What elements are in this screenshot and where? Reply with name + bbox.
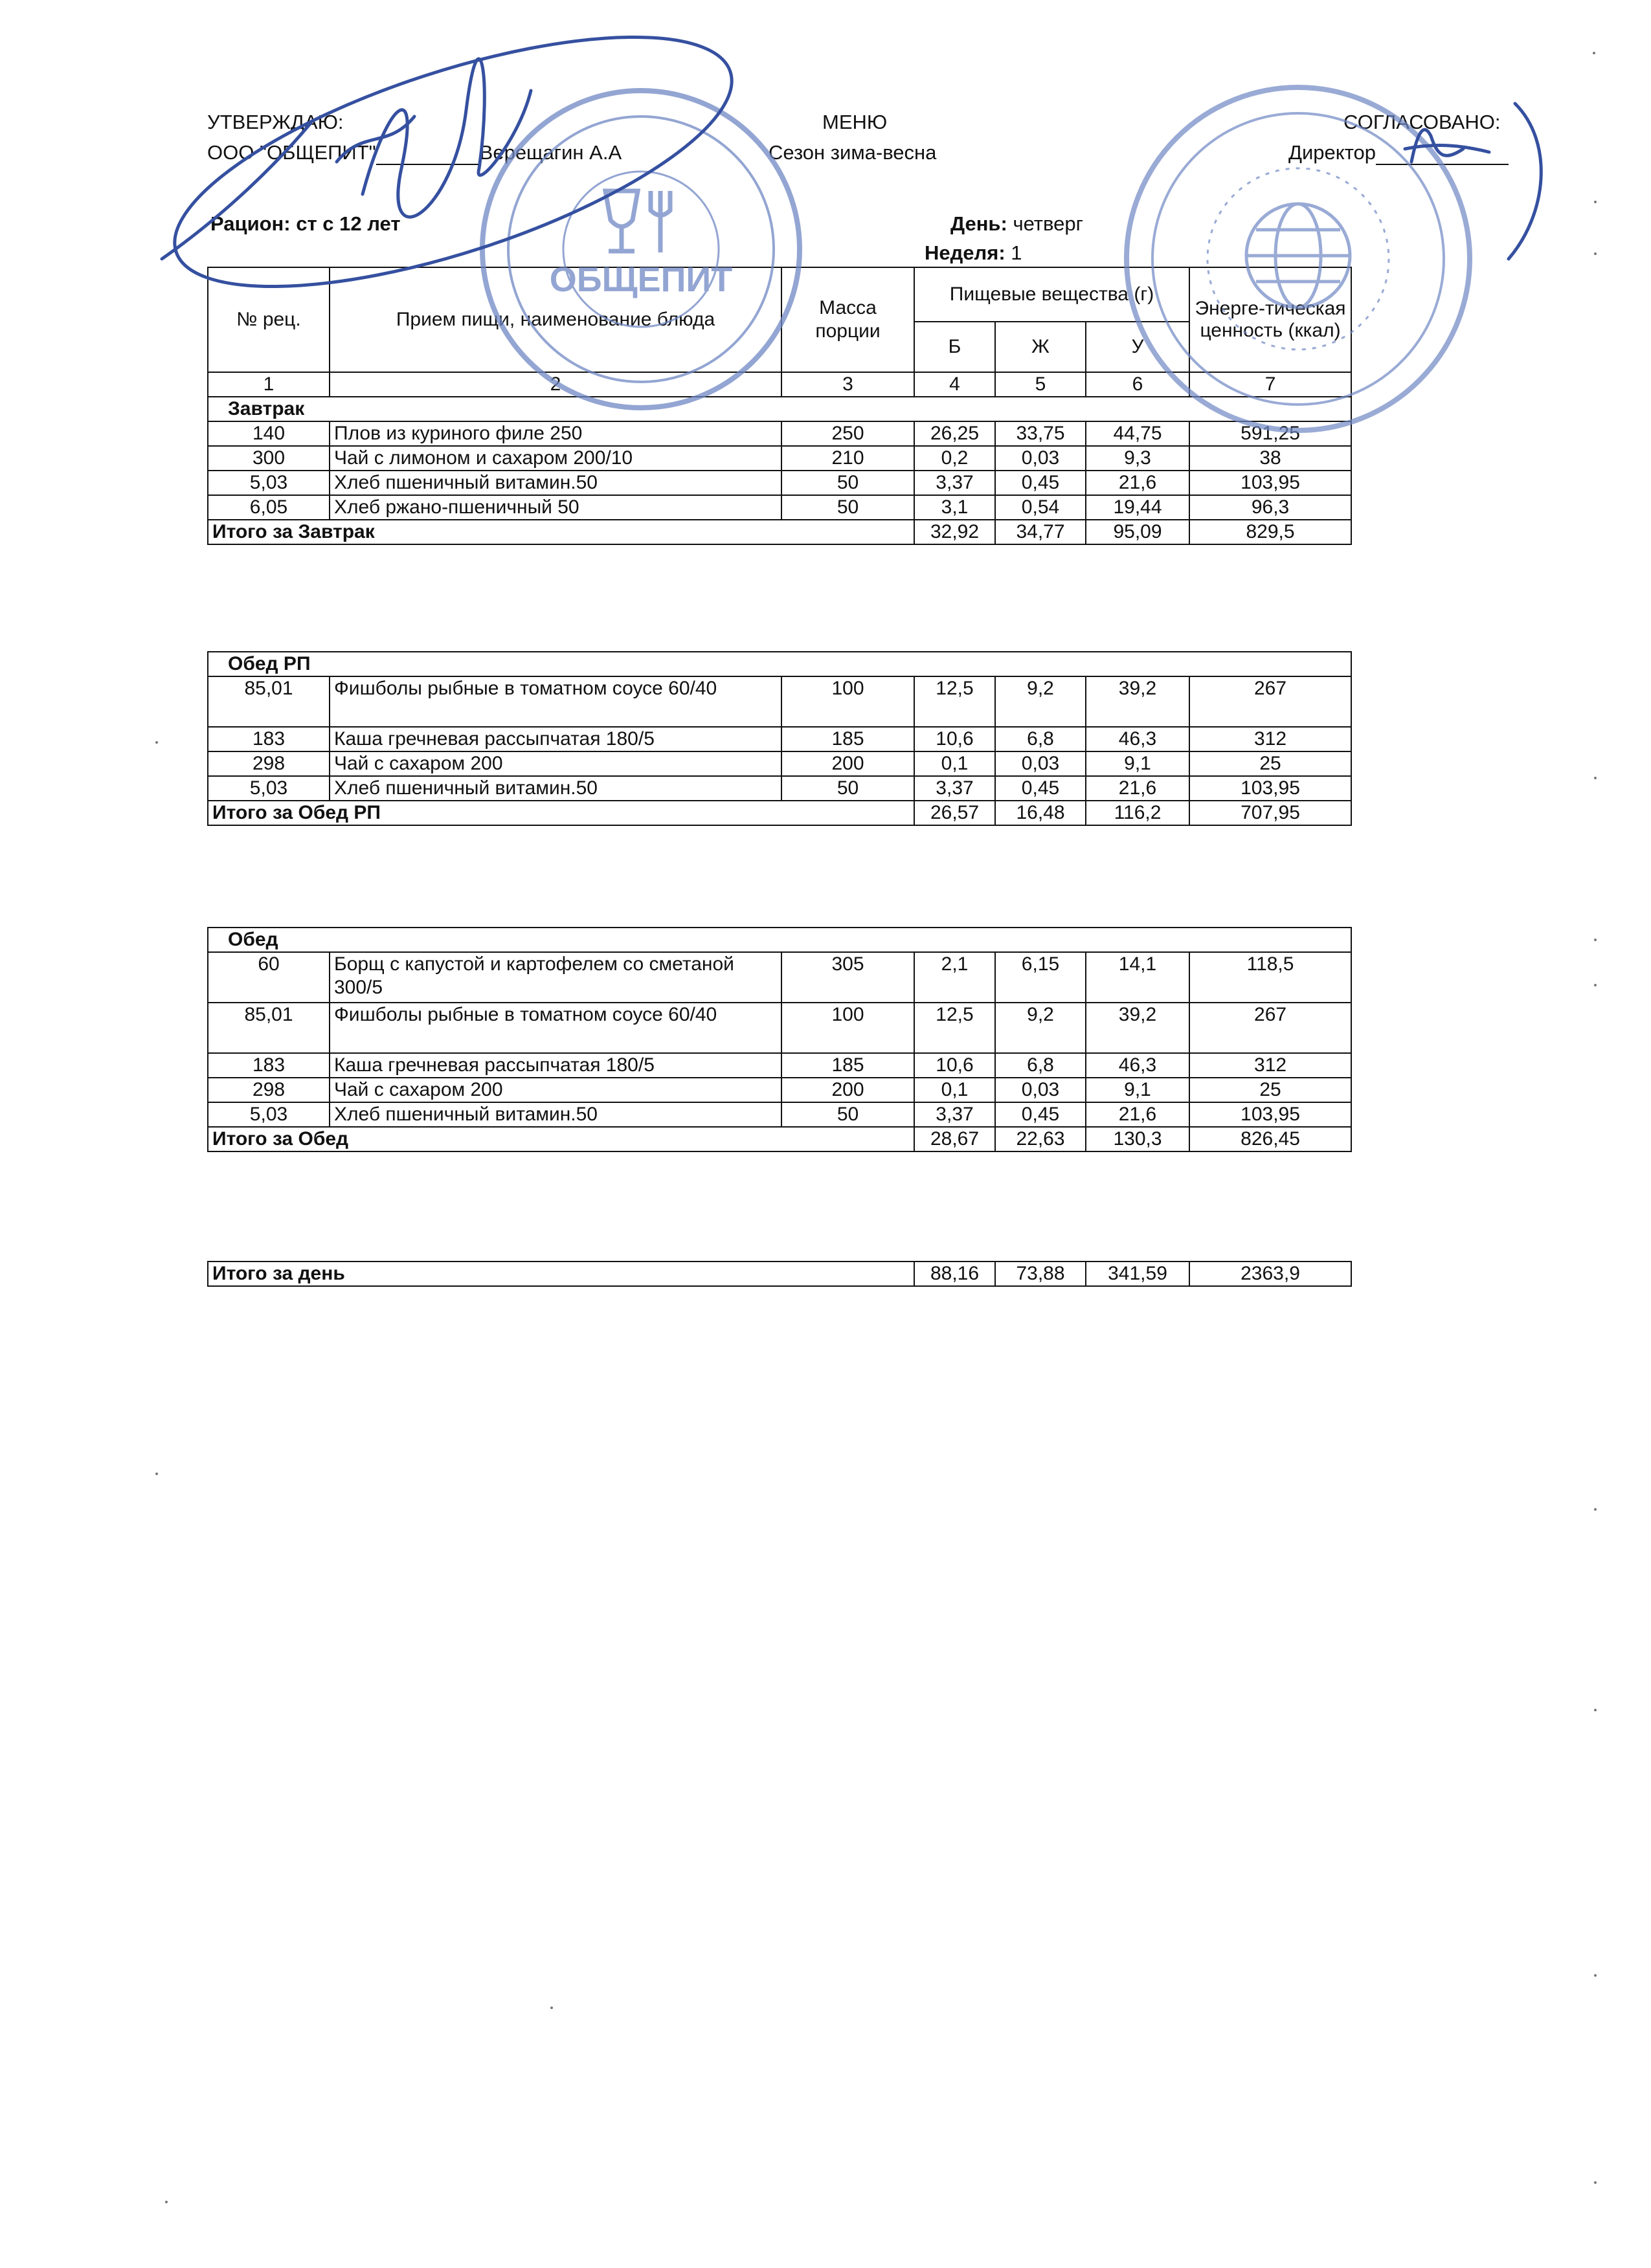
table-row: [208, 421, 1351, 446]
table-row: [208, 952, 1351, 1003]
total-label: Итого за Обед РП: [208, 801, 914, 825]
index-cell: 7: [1189, 372, 1351, 397]
dish-cell: Каша гречневая рассыпчатая 180/5: [330, 1053, 781, 1078]
u-cell: 9,1: [1086, 751, 1189, 776]
total-b: 32,92: [914, 520, 995, 544]
table-row: [208, 495, 1351, 520]
approver-name: Верещагин А.А: [479, 141, 622, 164]
scan-speck: [165, 2201, 168, 2203]
dish-cell: Хлеб пшеничный витамин.50: [330, 471, 781, 495]
section-title: Завтрак: [208, 397, 1351, 421]
total-b: 26,57: [914, 801, 995, 825]
zh-cell: 0,54: [995, 495, 1086, 520]
kcal-cell: 267: [1189, 1003, 1351, 1053]
col-zh-header: Ж: [995, 322, 1086, 372]
kcal-cell: 312: [1189, 727, 1351, 751]
u-cell: 39,2: [1086, 676, 1189, 727]
total-label: Итого за Обед: [208, 1127, 914, 1151]
breakfast-table: [207, 267, 1352, 545]
day: [950, 212, 1083, 236]
day-total-table: [207, 1261, 1352, 1287]
b-cell: 3,37: [914, 1102, 995, 1127]
zh-cell: 0,45: [995, 471, 1086, 495]
scan-speck: [1594, 1974, 1597, 1977]
lunch-rp-table: [207, 651, 1352, 826]
kcal-cell: 591,25: [1189, 421, 1351, 446]
scan-speck: [1594, 1709, 1597, 1711]
u-cell: 9,1: [1086, 1078, 1189, 1102]
index-cell: 4: [914, 372, 995, 397]
scan-speck: [550, 2007, 553, 2009]
scan-speck: [1594, 201, 1597, 203]
kcal-cell: 267: [1189, 676, 1351, 727]
zh-cell: 0,03: [995, 446, 1086, 471]
table-row: [208, 1102, 1351, 1127]
kcal-cell: 96,3: [1189, 495, 1351, 520]
total-u: 130,3: [1086, 1127, 1189, 1151]
menu-title: МЕНЮ: [822, 111, 888, 133]
day-total-zh: 73,88: [995, 1262, 1086, 1286]
mass-cell: 100: [781, 1003, 914, 1053]
mass-cell: 50: [781, 495, 914, 520]
ration-label: Рацион:: [210, 212, 291, 235]
index-cell: 6: [1086, 372, 1189, 397]
col-u-header: У: [1086, 322, 1189, 372]
approve-label: УТВЕРЖДАЮ:: [207, 111, 344, 133]
index-cell: 2: [330, 372, 781, 397]
index-cell: 1: [208, 372, 330, 397]
col-rec-header: № рец.: [208, 267, 330, 372]
director-label: Директор: [1288, 141, 1376, 164]
b-cell: 10,6: [914, 727, 995, 751]
total-kcal: 829,5: [1189, 520, 1351, 544]
approver-line: [207, 140, 622, 165]
total-row: [208, 1127, 1351, 1151]
rec-cell: 5,03: [208, 1102, 330, 1127]
total-label: Итого за Завтрак: [208, 520, 914, 544]
u-cell: 19,44: [1086, 495, 1189, 520]
scan-speck: [155, 741, 158, 744]
section-header-row: [208, 652, 1351, 676]
dish-cell: Фишболы рыбные в томатном соусе 60/40: [330, 676, 781, 727]
dish-cell: Борщ с капустой и картофелем со сметаной 300/5: [330, 952, 781, 1003]
u-cell: 21,6: [1086, 471, 1189, 495]
col-energy-header: Энерге-тическая ценность (ккал): [1189, 267, 1351, 372]
day-total-kcal: 2363,9: [1189, 1262, 1351, 1286]
scan-speck: [1594, 777, 1597, 779]
mass-cell: 305: [781, 952, 914, 1003]
table-row: [208, 727, 1351, 751]
ration-value: ст с 12 лет: [296, 212, 401, 235]
kcal-cell: 38: [1189, 446, 1351, 471]
rec-cell: 6,05: [208, 495, 330, 520]
scan-speck: [1594, 252, 1597, 255]
rec-cell: 300: [208, 446, 330, 471]
scan-speck: [1594, 1508, 1597, 1511]
table-row: [208, 471, 1351, 495]
b-cell: 0,2: [914, 446, 995, 471]
u-cell: 46,3: [1086, 727, 1189, 751]
u-cell: 9,3: [1086, 446, 1189, 471]
rec-cell: 183: [208, 727, 330, 751]
section-title: Обед: [208, 928, 1351, 952]
dish-cell: Хлеб пшеничный витамин.50: [330, 776, 781, 801]
rec-cell: 85,01: [208, 676, 330, 727]
rec-cell: 85,01: [208, 1003, 330, 1053]
mass-cell: 210: [781, 446, 914, 471]
zh-cell: 6,8: [995, 1053, 1086, 1078]
b-cell: 3,1: [914, 495, 995, 520]
total-u: 95,09: [1086, 520, 1189, 544]
col-b-header: Б: [914, 322, 995, 372]
table-row: [208, 776, 1351, 801]
total-kcal: 707,95: [1189, 801, 1351, 825]
agreed-label: СОГЛАСОВАНО:: [1343, 111, 1501, 133]
b-cell: 10,6: [914, 1053, 995, 1078]
zh-cell: 0,03: [995, 751, 1086, 776]
column-index-row: [208, 372, 1351, 397]
total-row: [208, 801, 1351, 825]
zh-cell: 0,45: [995, 776, 1086, 801]
mass-cell: 50: [781, 471, 914, 495]
total-b: 28,67: [914, 1127, 995, 1151]
kcal-cell: 103,95: [1189, 776, 1351, 801]
zh-cell: 0,03: [995, 1078, 1086, 1102]
table-row: [208, 676, 1351, 727]
mass-cell: 185: [781, 1053, 914, 1078]
total-kcal: 826,45: [1189, 1127, 1351, 1151]
scan-speck: [155, 1473, 158, 1475]
season: Сезон зима-весна: [769, 141, 937, 164]
day-value: четверг: [1013, 212, 1083, 235]
total-u: 116,2: [1086, 801, 1189, 825]
u-cell: 46,3: [1086, 1053, 1189, 1078]
day-total-row: [208, 1262, 1351, 1286]
scan-speck: [1594, 939, 1597, 941]
dish-cell: Хлеб ржано-пшеничный 50: [330, 495, 781, 520]
scan-speck: [1593, 52, 1595, 54]
stamp-text: ОБЩЕПИТ: [549, 260, 733, 299]
scan-speck: [1594, 984, 1597, 986]
b-cell: 3,37: [914, 776, 995, 801]
dish-cell: Чай с сахаром 200: [330, 751, 781, 776]
rec-cell: 5,03: [208, 776, 330, 801]
zh-cell: 6,8: [995, 727, 1086, 751]
kcal-cell: 25: [1189, 1078, 1351, 1102]
section-title: Обед РП: [208, 652, 1351, 676]
dish-cell: Фишболы рыбные в томатном соусе 60/40: [330, 1003, 781, 1053]
u-cell: 44,75: [1086, 421, 1189, 446]
section-header-row: [208, 397, 1351, 421]
rec-cell: 5,03: [208, 471, 330, 495]
table-row: [208, 1003, 1351, 1053]
b-cell: 12,5: [914, 676, 995, 727]
director-signature-line: [1376, 144, 1509, 165]
dish-cell: Чай с сахаром 200: [330, 1078, 781, 1102]
b-cell: 12,5: [914, 1003, 995, 1053]
index-cell: 3: [781, 372, 914, 397]
total-zh: 22,63: [995, 1127, 1086, 1151]
rec-cell: 60: [208, 952, 330, 1003]
day-total-label: Итого за день: [208, 1262, 914, 1286]
cup-fork-icon: [605, 191, 670, 252]
zh-cell: 0,45: [995, 1102, 1086, 1127]
b-cell: 0,1: [914, 751, 995, 776]
org-name: ООО "ОБЩЕПИТ": [207, 141, 376, 164]
week-label: Неделя:: [925, 241, 1005, 264]
u-cell: 21,6: [1086, 776, 1189, 801]
kcal-cell: 118,5: [1189, 952, 1351, 1003]
week: [925, 241, 1022, 265]
table-row: [208, 1078, 1351, 1102]
dish-cell: Каша гречневая рассыпчатая 180/5: [330, 727, 781, 751]
mass-cell: 200: [781, 1078, 914, 1102]
week-value: 1: [1011, 241, 1022, 264]
dish-cell: Плов из куриного филе 250: [330, 421, 781, 446]
day-total-b: 88,16: [914, 1262, 995, 1286]
director-line: [1288, 140, 1509, 165]
rec-cell: 183: [208, 1053, 330, 1078]
table-row: [208, 751, 1351, 776]
mass-cell: 50: [781, 776, 914, 801]
b-cell: 2,1: [914, 952, 995, 1003]
ration: [210, 212, 401, 236]
zh-cell: 33,75: [995, 421, 1086, 446]
table-row: [208, 1053, 1351, 1078]
zh-cell: 6,15: [995, 952, 1086, 1003]
kcal-cell: 103,95: [1189, 471, 1351, 495]
col-nutrients-header: Пищевые вещества (г): [914, 267, 1189, 322]
mass-cell: 50: [781, 1102, 914, 1127]
dish-cell: Чай с лимоном и сахаром 200/10: [330, 446, 781, 471]
scan-speck: [1594, 2181, 1597, 2184]
table-row: [208, 446, 1351, 471]
signature-line: [376, 144, 480, 165]
u-cell: 39,2: [1086, 1003, 1189, 1053]
total-zh: 16,48: [995, 801, 1086, 825]
rec-cell: 298: [208, 1078, 330, 1102]
total-zh: 34,77: [995, 520, 1086, 544]
zh-cell: 9,2: [995, 1003, 1086, 1053]
mass-cell: 200: [781, 751, 914, 776]
lunch-table: [207, 927, 1352, 1152]
day-total-u: 341,59: [1086, 1262, 1189, 1286]
kcal-cell: 312: [1189, 1053, 1351, 1078]
dish-cell: Хлеб пшеничный витамин.50: [330, 1102, 781, 1127]
rec-cell: 140: [208, 421, 330, 446]
col-mass-header: Масса порции: [781, 267, 914, 372]
zh-cell: 9,2: [995, 676, 1086, 727]
b-cell: 26,25: [914, 421, 995, 446]
total-row: [208, 520, 1351, 544]
mass-cell: 100: [781, 676, 914, 727]
kcal-cell: 103,95: [1189, 1102, 1351, 1127]
u-cell: 14,1: [1086, 952, 1189, 1003]
b-cell: 0,1: [914, 1078, 995, 1102]
day-label: День:: [950, 212, 1007, 235]
kcal-cell: 25: [1189, 751, 1351, 776]
b-cell: 3,37: [914, 471, 995, 495]
index-cell: 5: [995, 372, 1086, 397]
u-cell: 21,6: [1086, 1102, 1189, 1127]
col-dish-header: Прием пищи, наименование блюда: [330, 267, 781, 372]
mass-cell: 250: [781, 421, 914, 446]
section-header-row: [208, 928, 1351, 952]
mass-cell: 185: [781, 727, 914, 751]
rec-cell: 298: [208, 751, 330, 776]
